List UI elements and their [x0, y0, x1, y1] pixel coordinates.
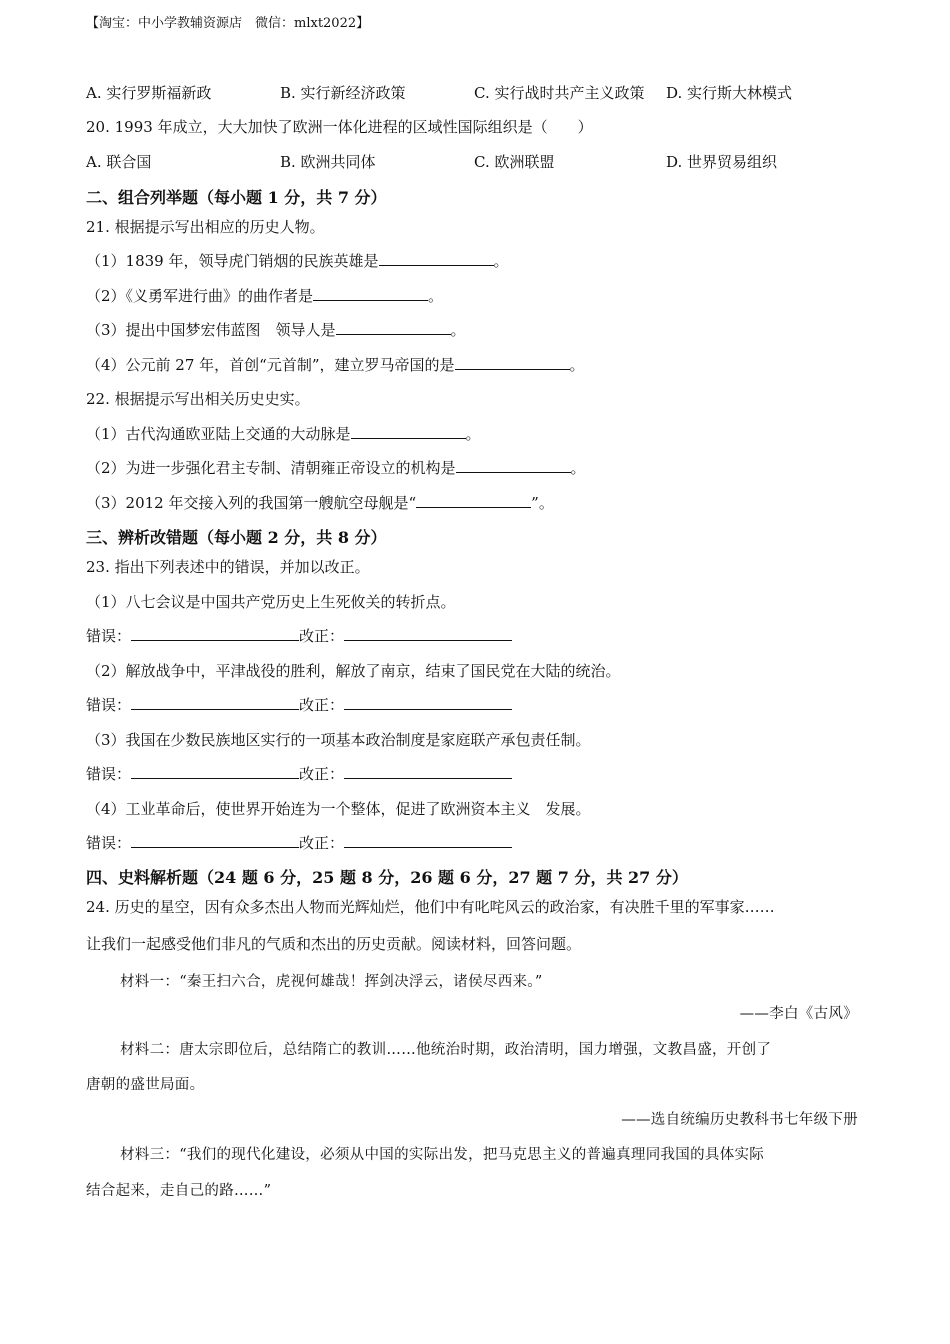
error-blank[interactable]: [131, 695, 299, 710]
fix-label: 改正：: [299, 696, 345, 714]
error-label: 错误：: [86, 696, 132, 714]
q21-item-2-text: （2）《义勇军进行曲》的曲作者是: [86, 287, 314, 305]
material-2-line-2: 唐朝的盛世局面。: [86, 1077, 205, 1093]
q23-item-3: （3）我国在少数民族地区实行的一项基本政治制度是家庭联产承包责任制。: [86, 731, 591, 749]
q23-item-2: （2）解放战争中，平津战役的胜利，解放了南京，结束了国民党在大陆的统治。: [86, 662, 621, 680]
page-header: 【淘宝：中小学教辅资源店 微信：mlxt2022】: [86, 16, 370, 31]
q20-option-b: B. 欧洲共同体: [280, 153, 376, 171]
fix-blank[interactable]: [344, 833, 512, 848]
q21-item-3-text: （3）提出中国梦宏伟蓝图 领导人是: [86, 321, 336, 339]
q19-option-b: B. 实行新经济政策: [280, 84, 406, 102]
q20-option-d: D. 世界贸易组织: [666, 153, 778, 171]
q22-item-1-text: （1）古代沟通欧亚陆上交通的大动脉是: [86, 425, 351, 443]
q20-option-a: A. 联合国: [86, 153, 152, 171]
q22-stem: 22. 根据提示写出相关历史史实。: [86, 390, 310, 408]
error-label: 错误：: [86, 765, 132, 783]
answer-blank[interactable]: [336, 320, 451, 335]
q22-item-3: [86, 492, 554, 513]
q19-option-d: D. 实行斯大林模式: [666, 84, 793, 102]
error-blank[interactable]: [131, 626, 299, 641]
q19-option-a: A. 实行罗斯福新政: [86, 84, 212, 102]
q23-answer-row-2: [86, 694, 512, 715]
q22-item-1: [86, 423, 481, 444]
q22-item-2-end: 。: [570, 459, 586, 477]
answer-blank[interactable]: [351, 424, 466, 439]
q21-item-3: [86, 319, 466, 340]
q21-item-2: [86, 285, 443, 306]
q20-stem: 20. 1993 年成立，大大加快了欧洲一体化进程的区域性国际组织是（ ）: [86, 118, 593, 136]
fix-blank[interactable]: [344, 695, 512, 710]
material-3-line-1: 材料三：“我们的现代化建设，必须从中国的实际出发，把马克思主义的普遍真理同我国的具体实际: [120, 1147, 765, 1163]
fix-label: 改正：: [299, 627, 345, 645]
q24-stem-line-2: 让我们一起感受他们非凡的气质和杰出的历史贡献。阅读材料，回答问题。: [86, 935, 582, 953]
q20-option-c: C. 欧洲联盟: [474, 153, 555, 171]
section2-title: 二、组合列举题（每小题 1 分，共 7 分）: [86, 188, 387, 207]
q21-item-2-end: 。: [428, 287, 444, 305]
q19-option-c: C. 实行战时共产主义政策: [474, 84, 645, 102]
q21-item-4: [86, 354, 585, 375]
q22-item-3-text: （3）2012 年交接入列的我国第一艘航空母舰是“: [86, 494, 417, 512]
fix-blank[interactable]: [344, 764, 512, 779]
q23-answer-row-1: [86, 625, 512, 646]
q22-item-1-end: 。: [465, 425, 481, 443]
q21-item-1-end: 。: [493, 252, 509, 270]
answer-blank[interactable]: [456, 458, 571, 473]
q23-answer-row-4: [86, 832, 512, 853]
q23-stem: 23. 指出下列表述中的错误，并加以改正。: [86, 558, 370, 576]
q21-item-3-end: 。: [450, 321, 466, 339]
answer-blank[interactable]: [416, 493, 531, 508]
error-label: 错误：: [86, 834, 132, 852]
q21-stem: 21. 根据提示写出相应的历史人物。: [86, 218, 325, 236]
q23-item-1: （1）八七会议是中国共产党历史上生死攸关的转折点。: [86, 593, 456, 611]
q22-item-3-end: ”。: [531, 494, 554, 512]
error-blank[interactable]: [131, 764, 299, 779]
answer-blank[interactable]: [379, 251, 494, 266]
error-blank[interactable]: [131, 833, 299, 848]
q23-answer-row-3: [86, 763, 512, 784]
q24-stem-line-1: 24. 历史的星空，因有众多杰出人物而光辉灿烂，他们中有叱咤风云的政治家，有决胜千里的军事家……: [86, 898, 775, 916]
material-1: 材料一：“秦王扫六合，虎视何雄哉！挥剑决浮云，诸侯尽西来。”: [120, 974, 543, 990]
fix-blank[interactable]: [344, 626, 512, 641]
q21-item-4-text: （4）公元前 27 年，首创“元首制”，建立罗马帝国的是: [86, 356, 455, 374]
q21-item-4-end: 。: [569, 356, 585, 374]
section4-title: 四、史料解析题（24 题 6 分，25 题 8 分，26 题 6 分，27 题 7 分，共 27 分）: [86, 868, 688, 887]
q21-item-1: [86, 250, 509, 271]
material-3-line-2: 结合起来，走自己的路……”: [86, 1183, 272, 1199]
answer-blank[interactable]: [313, 286, 428, 301]
q22-item-2-text: （2）为进一步强化君主专制、清朝雍正帝设立的机构是: [86, 459, 456, 477]
answer-blank[interactable]: [455, 355, 570, 370]
q22-item-2: [86, 457, 586, 478]
material-2-line-1: 材料二：唐太宗即位后，总结隋亡的教训……他统治时期，政治清明，国力增强，文教昌盛，开创了: [120, 1042, 772, 1058]
material-2-source: ——选自统编历史教科书七年级下册: [621, 1112, 858, 1128]
error-label: 错误：: [86, 627, 132, 645]
material-1-source: ——李白《古风》: [739, 1006, 858, 1022]
q23-item-4: （4）工业革命后，使世界开始连为一个整体，促进了欧洲资本主义 发展。: [86, 800, 591, 818]
fix-label: 改正：: [299, 765, 345, 783]
q21-item-1-text: （1）1839 年，领导虎门销烟的民族英雄是: [86, 252, 379, 270]
section3-title: 三、辨析改错题（每小题 2 分，共 8 分）: [86, 528, 387, 547]
fix-label: 改正：: [299, 834, 345, 852]
